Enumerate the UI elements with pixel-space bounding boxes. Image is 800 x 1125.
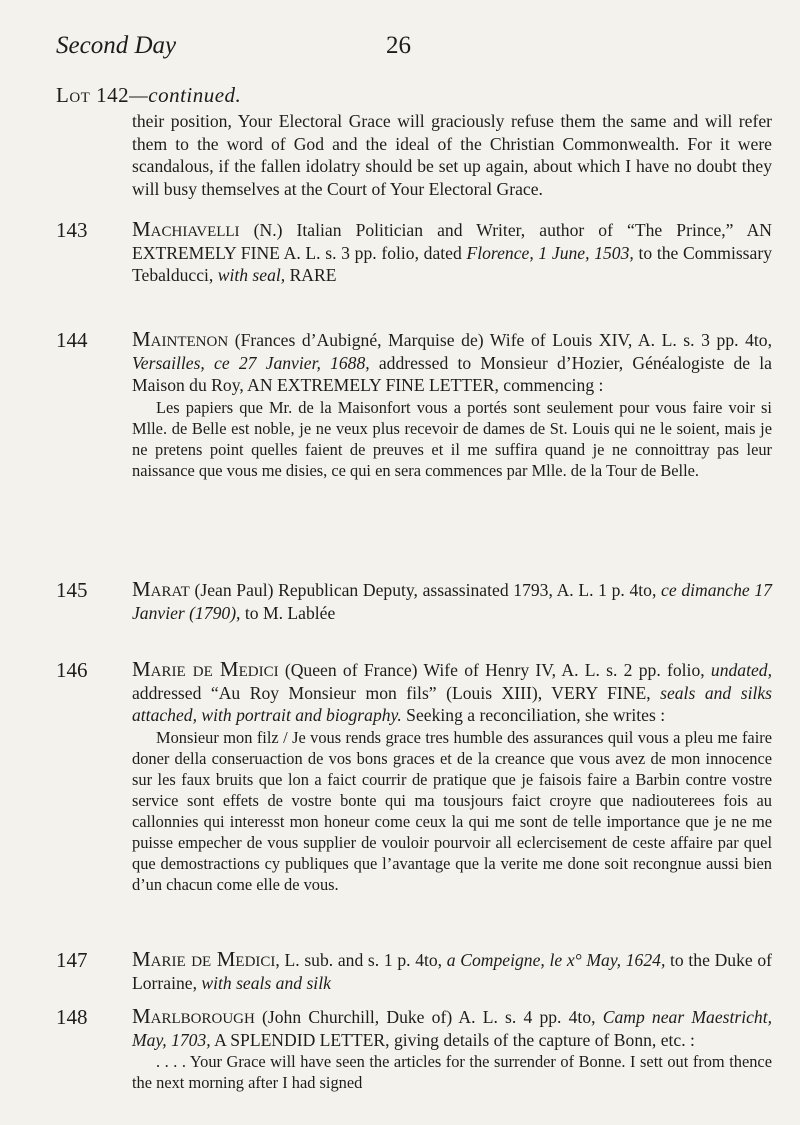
lot-author: Maintenon xyxy=(132,327,229,351)
lot-number: 147 xyxy=(56,948,88,972)
lot-author: Marie de Medici xyxy=(132,657,279,681)
section-title: Second Day xyxy=(56,32,177,59)
lot-desc: to M. Lablée xyxy=(240,602,336,623)
lot-desc: (N.) Italian Politician and Writer, author of “The Prince,” AN EXTREMELY FINE A. L. s. 3 pp. folio, dated xyxy=(132,220,772,263)
lot-desc: to the Duke of Lorraine, xyxy=(132,950,773,993)
lot-entry-146 xyxy=(132,658,772,895)
lot-author: Marlborough xyxy=(132,1004,255,1028)
continued-suffix: —continued. xyxy=(129,83,242,107)
lot-entry-143 xyxy=(132,218,772,287)
lot-desc: (Jean Paul) Republican Deputy, assassinated 1793, A. L. 1 p. 4to, xyxy=(189,580,662,600)
lot-author: Marat xyxy=(132,577,190,601)
lot-desc-italic: Versailles, ce 27 Janvier, 1688, xyxy=(132,352,370,373)
lot-142-text: their position, Your Electoral Grace will graciously refuse them the same and will refer them to the word of God and the ideal of the Christian Commonwealth. For it were scandalous, if the fallen idolatry should be set up again, about which I have no doubt they will busy themselves at the Court of Your Electoral Grace. xyxy=(132,111,772,199)
lot-desc: addressed to Monsieur d’Hozier, Généalogiste de la Maison du Roy, AN EXTREMELY FINE LETTER, commencing : xyxy=(132,352,772,395)
lot-number: 145 xyxy=(56,578,88,602)
page-number: 26 xyxy=(386,32,411,59)
lot-desc: , L. sub. and s. 1 p. 4to, xyxy=(275,950,447,970)
lot-desc: A SPLENDID LETTER, giving details of the capture of Bonn, etc. : xyxy=(210,1029,695,1050)
lot-continued-heading xyxy=(56,83,241,108)
lot-number: 148 xyxy=(56,1005,88,1029)
lot-desc: Seeking a reconciliation, she writes : xyxy=(401,705,666,725)
lot-quote: . . . . Your Grace will have seen the articles for the surrender of Bonne. I sett out from thence the next morning after I had signed xyxy=(132,1052,772,1092)
lot-desc-italic: Florence, 1 June, 1503, xyxy=(466,242,634,263)
lot-desc-italic: with seals and silk xyxy=(201,972,331,993)
lot-desc: addressed “Au Roy Monsieur mon fils” (Louis XIII), VERY FINE, xyxy=(132,682,661,703)
lot-author: Machiavelli xyxy=(132,217,240,241)
lot-desc-italic: seals and silks attached, with portrait and biography. xyxy=(132,682,773,725)
lot-author: Marie de Medici xyxy=(132,947,276,971)
lot-quote: Monsieur mon filz / Je vous rends grace tres humble des assurances quil vous a pleu me faire doner della conseruaction de vos bons graces et de la creance que vous avez de mon innocence sur les faux bruits que lon a faict courrir de pratique que je faisois faire a Barbin contre vostre service sont effets de vostre bonte qui ma tousjours faict croyre que nadiouterees fois au callonnies qui interesst mon honeur come ceux la qui me sont de telle importance que je ne me puisse empecher de vous supplier de vouloir pourvoir all eclercisement de ceste affaire par quel que demostractions cy publiques que l’avantage que la verite me done soit recongnue aussi bien d’un chacun come elle de vous. xyxy=(132,727,772,894)
lot-desc-italic: a Compeigne, le x° May, 1624, xyxy=(446,950,666,970)
lot-desc: to the Commissary Tebalducci, xyxy=(132,242,772,285)
lot-number: 146 xyxy=(56,658,88,682)
lot-number: 143 xyxy=(56,218,88,242)
lot-desc-italic: Camp near Maestricht, May, 1703, xyxy=(132,1007,772,1050)
lot-entry-148 xyxy=(132,1005,772,1093)
lot-desc: (Frances d’Aubigné, Marquise de) Wife of Louis XIV, A. L. s. 3 pp. 4to, xyxy=(228,330,772,350)
lot-word: Lot xyxy=(56,83,91,107)
running-head xyxy=(56,32,756,72)
lot-entry-147 xyxy=(132,948,772,994)
lot-desc-italic: ce dimanche 17 Janvier (1790), xyxy=(132,580,772,623)
lot-desc-italic: with seal, xyxy=(217,265,286,285)
lot-entry-145 xyxy=(132,578,772,624)
lot-number: 144 xyxy=(56,328,88,352)
lot-desc-italic: undated, xyxy=(710,660,772,680)
lot-continued-number: 142 xyxy=(96,83,130,107)
lot-desc: (John Churchill, Duke of) A. L. s. 4 pp. 4to, xyxy=(254,1007,603,1027)
lot-desc: RARE xyxy=(285,265,337,285)
lot-entry-144 xyxy=(132,328,772,481)
lot-desc: (Queen of France) Wife of Henry IV, A. L. s. 2 pp. folio, xyxy=(278,660,711,680)
lot-quote: Les papiers que Mr. de la Maisonfort vous a portés sont seulement pour vous faire voir si Mlle. de Belle est noble, je ne veux plus recevoir de dames de St. Louis qui ne le soient, mais je ne pretens point quelles faient de preuves et il me suffira quand je ne connoittray pas leur naissance que vous me disies, ce qui en sera commences par Mlle. de la Tour de Belle. xyxy=(132,397,772,480)
